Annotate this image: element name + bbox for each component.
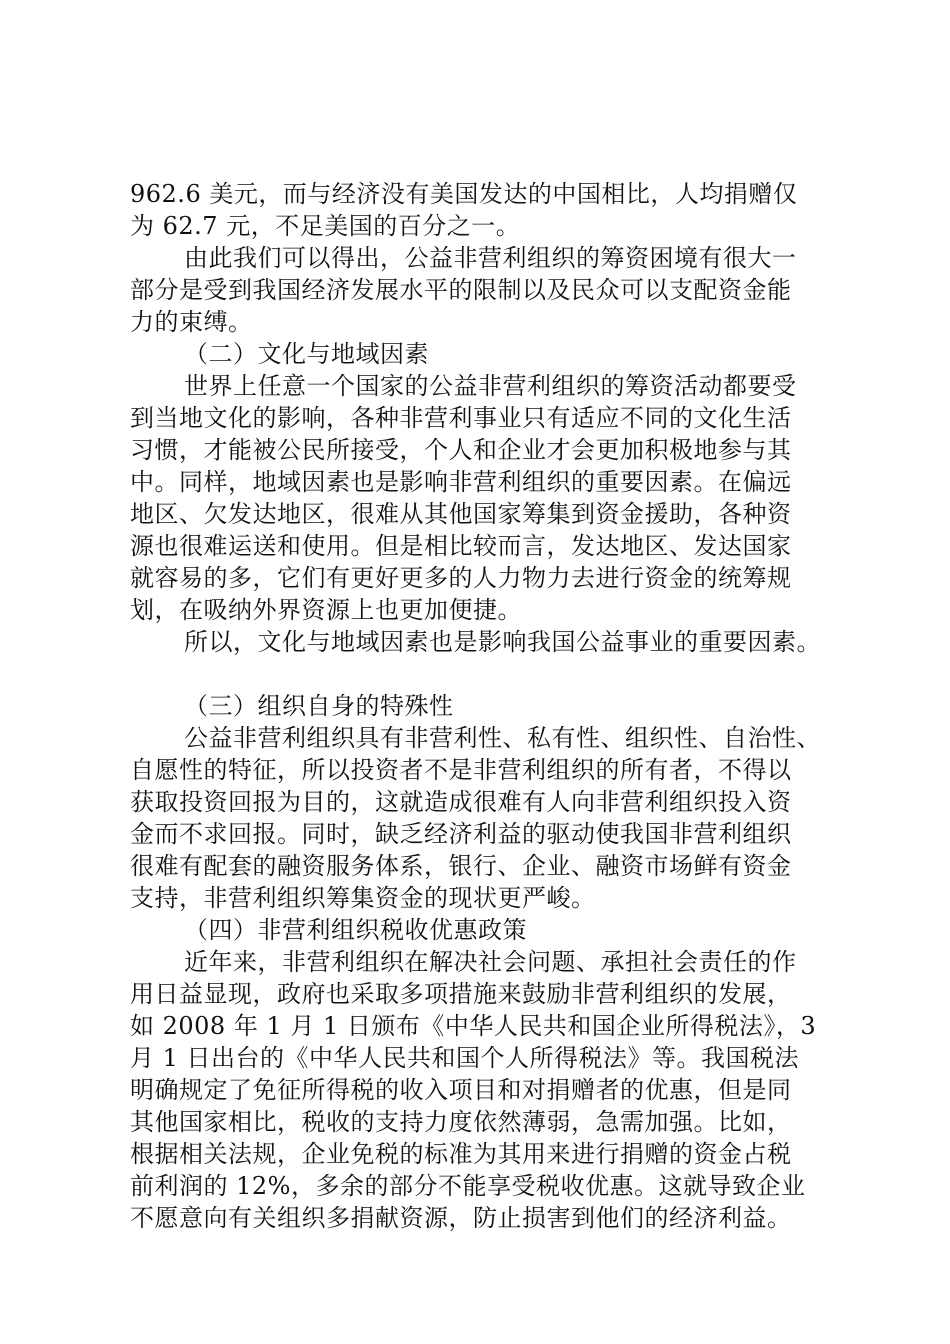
text-line: 划，在吸纳外界资源上也更加便捷。 [130, 596, 522, 624]
text-line: 源也很难运送和使用。但是相比较而言，发达地区、发达国家 [130, 532, 792, 560]
text-line: 根据相关法规，企业免税的标准为其用来进行捐赠的资金占税 [130, 1140, 792, 1168]
section-heading: （二）文化与地域因素 [184, 340, 429, 368]
text-line: 为 62.7 元，不足美国的百分之一。 [130, 212, 521, 240]
text-line: 获取投资回报为目的，这就造成很难有人向非营利组织投入资 [130, 788, 792, 816]
text-line: 用日益显现，政府也采取多项措施来鼓励非营利组织的发展， [130, 980, 792, 1008]
text-line: 金而不求回报。同时，缺乏经济利益的驱动使我国非营利组织 [130, 820, 792, 848]
text-line: 自愿性的特征，所以投资者不是非营利组织的所有者，不得以 [130, 756, 792, 784]
text-line: 月 1 日出台的《中华人民共和国个人所得税法》等。我国税法 [130, 1044, 800, 1072]
text-line: 到当地文化的影响，各种非营利事业只有适应不同的文化生活 [130, 404, 792, 432]
section-heading: （三）组织自身的特殊性 [184, 692, 454, 720]
text-line: 就容易的多，它们有更好更多的人力物力去进行资金的统筹规 [130, 564, 792, 592]
text-line: 部分是受到我国经济发展水平的限制以及民众可以支配资金能 [130, 276, 792, 304]
text-line: 所以，文化与地域因素也是影响我国公益事业的重要因素。 [184, 628, 821, 656]
text-line: 前利润的 12%，多余的部分不能享受税收优惠。这就导致企业 [130, 1172, 806, 1200]
text-line: 近年来，非营利组织在解决社会问题、承担社会责任的作 [184, 948, 797, 976]
text-line: 中。同样，地域因素也是影响非营利组织的重要因素。在偏远 [130, 468, 792, 496]
text-line: 公益非营利组织具有非营利性、私有性、组织性、自治性、 [184, 724, 821, 752]
text-line: 如 2008 年 1 月 1 日颁布《中华人民共和国企业所得税法》，3 [130, 1012, 817, 1040]
text-line: 支持，非营利组织筹集资金的现状更严峻。 [130, 884, 596, 912]
text-line: 很难有配套的融资服务体系，银行、企业、融资市场鲜有资金 [130, 852, 792, 880]
text-line: 962.6 美元，而与经济没有美国发达的中国相比，人均捐赠仅 [130, 180, 798, 208]
text-line: 明确规定了免征所得税的收入项目和对捐赠者的优惠，但是同 [130, 1076, 792, 1104]
text-line: 习惯，才能被公民所接受，个人和企业才会更加积极地参与其 [130, 436, 792, 464]
section-heading: （四）非营利组织税收优惠政策 [184, 916, 527, 944]
text-line: 其他国家相比，税收的支持力度依然薄弱，急需加强。比如， [130, 1108, 792, 1136]
text-line: 不愿意向有关组织多捐献资源，防止损害到他们的经济利益。 [130, 1204, 792, 1232]
text-line: 力的束缚。 [130, 308, 253, 336]
text-line: 世界上任意一个国家的公益非营利组织的筹资活动都要受 [184, 372, 797, 400]
text-line: 地区、欠发达地区，很难从其他国家筹集到资金援助，各种资 [130, 500, 792, 528]
text-line: 由此我们可以得出，公益非营利组织的筹资困境有很大一 [184, 244, 797, 272]
